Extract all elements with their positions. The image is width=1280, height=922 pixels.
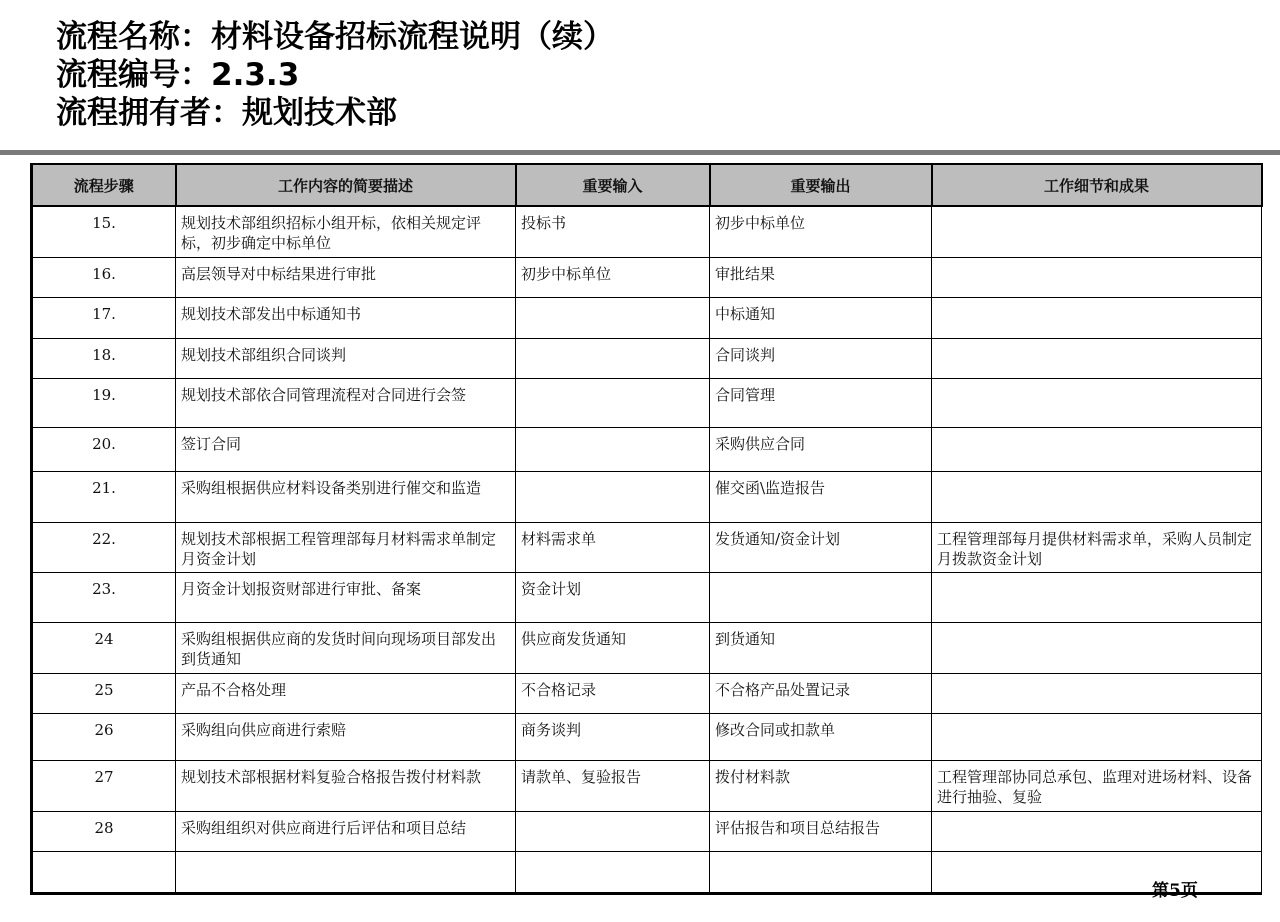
cell-output: 催交函\监造报告 (710, 471, 932, 522)
table-row (32, 622, 1262, 673)
cell-step: 28 (32, 811, 176, 851)
cell-output: 不合格产品处置记录 (710, 673, 932, 713)
cell-detail (932, 297, 1262, 338)
cell-output: 合同谈判 (710, 338, 932, 378)
cell-step: 22. (32, 522, 176, 572)
table-row (32, 297, 1262, 338)
cell-input: 请款单、复验报告 (516, 760, 710, 811)
cell-detail (932, 713, 1262, 760)
cell-output: 采购供应合同 (710, 427, 932, 471)
table-row (32, 427, 1262, 471)
cell-input (516, 378, 710, 427)
cell-detail (932, 338, 1262, 378)
cell-description: 规划技术部组织招标小组开标，依相关规定评标，初步确定中标单位 (176, 206, 516, 257)
cell-detail (932, 811, 1262, 851)
cell-output: 初步中标单位 (710, 206, 932, 257)
cell-detail (932, 622, 1262, 673)
process-owner: 流程拥有者：规划技术部 (56, 95, 397, 131)
cell-description: 采购组根据供应商的发货时间向现场项目部发出到货通知 (176, 622, 516, 673)
cell-detail (932, 206, 1262, 257)
cell-detail (932, 572, 1262, 622)
column-header-input: 重要输入 (516, 164, 710, 206)
cell-step: 18. (32, 338, 176, 378)
cell-step: 16. (32, 257, 176, 297)
process-table (30, 163, 1263, 895)
cell-output: 合同管理 (710, 378, 932, 427)
cell-output: 拨付材料款 (710, 760, 932, 811)
cell-input: 供应商发货通知 (516, 622, 710, 673)
cell-step (32, 851, 176, 893)
cell-step: 17. (32, 297, 176, 338)
cell-detail: 工程管理部每月提供材料需求单，采购人员制定月拨款资金计划 (932, 522, 1262, 572)
cell-output (710, 851, 932, 893)
cell-description: 产品不合格处理 (176, 673, 516, 713)
cell-step: 27 (32, 760, 176, 811)
table-row (32, 572, 1262, 622)
cell-description: 规划技术部依合同管理流程对合同进行会签 (176, 378, 516, 427)
cell-output: 评估报告和项目总结报告 (710, 811, 932, 851)
cell-description: 规划技术部组织合同谈判 (176, 338, 516, 378)
table-row (32, 338, 1262, 378)
cell-input (516, 811, 710, 851)
cell-input (516, 471, 710, 522)
column-header-detail: 工作细节和成果 (932, 164, 1262, 206)
cell-input: 投标书 (516, 206, 710, 257)
process-number: 流程编号：2.3.3 (56, 57, 300, 93)
cell-detail (932, 427, 1262, 471)
cell-input: 初步中标单位 (516, 257, 710, 297)
table-row (32, 713, 1262, 760)
column-header-step: 流程步骤 (32, 164, 176, 206)
table-row (32, 522, 1262, 572)
cell-description: 规划技术部根据工程管理部每月材料需求单制定月资金计划 (176, 522, 516, 572)
table-row (32, 471, 1262, 522)
cell-detail (932, 673, 1262, 713)
cell-description: 采购组组织对供应商进行后评估和项目总结 (176, 811, 516, 851)
cell-detail (932, 471, 1262, 522)
table-header-row (32, 164, 1262, 206)
cell-description: 高层领导对中标结果进行审批 (176, 257, 516, 297)
column-header-output: 重要输出 (710, 164, 932, 206)
cell-description: 签订合同 (176, 427, 516, 471)
cell-output: 审批结果 (710, 257, 932, 297)
cell-detail (932, 378, 1262, 427)
cell-input: 材料需求单 (516, 522, 710, 572)
cell-input (516, 297, 710, 338)
table-row (32, 851, 1262, 893)
cell-description: 规划技术部根据材料复验合格报告拨付材料款 (176, 760, 516, 811)
cell-input (516, 338, 710, 378)
cell-step: 19. (32, 378, 176, 427)
cell-description (176, 851, 516, 893)
table-row (32, 673, 1262, 713)
page-number: 第5页 (1152, 881, 1198, 901)
cell-step: 15. (32, 206, 176, 257)
cell-input: 资金计划 (516, 572, 710, 622)
cell-description: 规划技术部发出中标通知书 (176, 297, 516, 338)
cell-description: 月资金计划报资财部进行审批、备案 (176, 572, 516, 622)
cell-detail (932, 257, 1262, 297)
process-title: 流程名称：材料设备招标流程说明（续） (56, 19, 614, 55)
column-header-description: 工作内容的简要描述 (176, 164, 516, 206)
cell-detail: 工程管理部协同总承包、监理对进场材料、设备进行抽验、复验 (932, 760, 1262, 811)
cell-step: 20. (32, 427, 176, 471)
cell-description: 采购组向供应商进行索赔 (176, 713, 516, 760)
cell-step: 23. (32, 572, 176, 622)
cell-step: 26 (32, 713, 176, 760)
cell-step: 24 (32, 622, 176, 673)
cell-output: 发货通知/资金计划 (710, 522, 932, 572)
cell-detail (932, 851, 1262, 893)
cell-description: 采购组根据供应材料设备类别进行催交和监造 (176, 471, 516, 522)
cell-input: 商务谈判 (516, 713, 710, 760)
cell-input (516, 427, 710, 471)
cell-input (516, 851, 710, 893)
cell-output (710, 572, 932, 622)
table-row (32, 206, 1262, 257)
table-row (32, 257, 1262, 297)
process-header (56, 18, 614, 132)
cell-input: 不合格记录 (516, 673, 710, 713)
table-row (32, 760, 1262, 811)
cell-step: 21. (32, 471, 176, 522)
cell-step: 25 (32, 673, 176, 713)
table-row (32, 378, 1262, 427)
cell-output: 中标通知 (710, 297, 932, 338)
cell-output: 修改合同或扣款单 (710, 713, 932, 760)
cell-output: 到货通知 (710, 622, 932, 673)
header-divider (0, 150, 1280, 155)
table-row (32, 811, 1262, 851)
